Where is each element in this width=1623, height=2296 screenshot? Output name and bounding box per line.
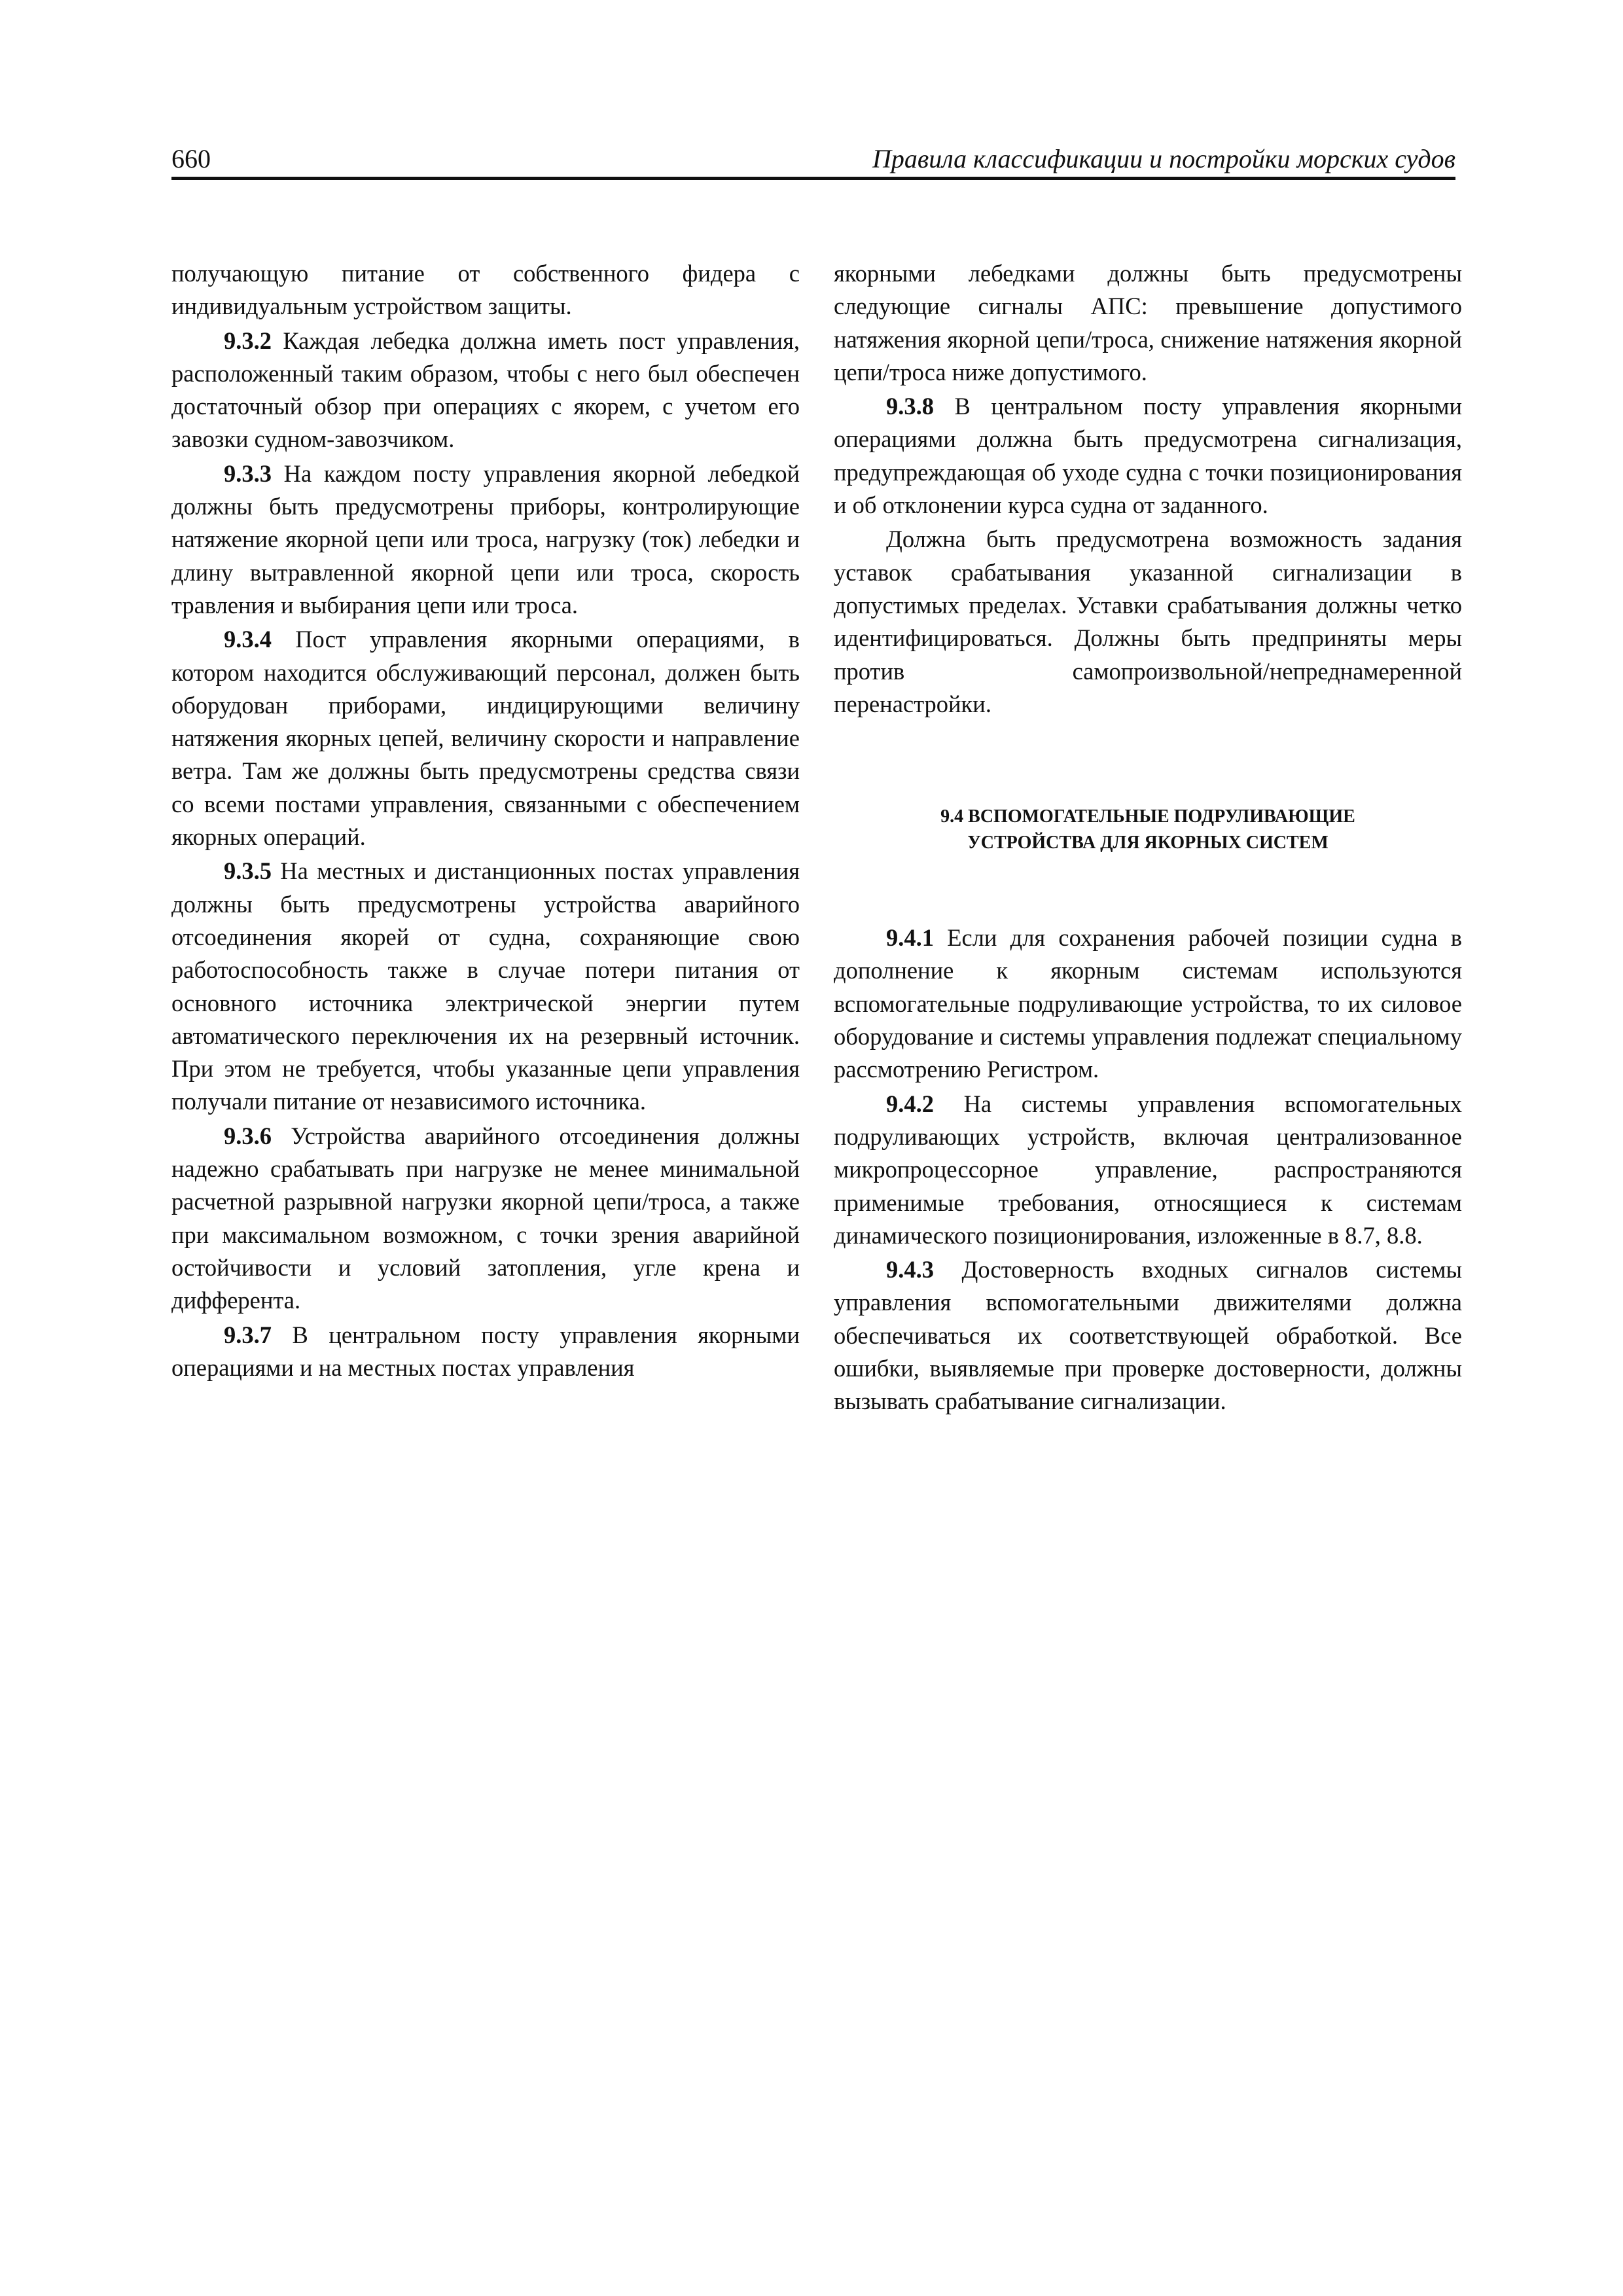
page-number: 660: [171, 144, 211, 173]
section-heading: [834, 804, 1462, 856]
clause-number: 9.4.1: [886, 924, 934, 952]
paragraph: [834, 1088, 1462, 1252]
paragraph-text: На системы управления вспомогательных подруливающих устройств, включая централизованное микропроцессорное управление, распространяются применимые требования, относящиеся к системам динамического позиционирования, изложенные в 8.7, 8.8.: [834, 1090, 1463, 1249]
clause-number: 9.3.4: [224, 626, 272, 653]
paragraph: [171, 855, 800, 1118]
paragraph: [834, 922, 1462, 1086]
clause-number: 9.3.3: [224, 459, 272, 487]
paragraph: [171, 1319, 800, 1385]
page-header: [171, 143, 1455, 181]
paragraph-text: Достоверность входных сигналов системы управления вспомогательными движителями должна обеспечиваться их соответствующей обработкой. Все ошибки, выявляемые при проверке достоверности, должны вызывать срабатывание сигнализации.: [834, 1256, 1462, 1415]
section-heading-line: 9.4 ВСПОМОГАТЕЛЬНЫЕ ПОДРУЛИВАЮЩИЕ: [940, 806, 1355, 827]
paragraph-text: Устройства аварийного отсоединения должны надежно срабатывать при нагрузке не менее минимальной расчетной разрывной нагрузки якорной цепи/троса, а также при максимальном возможном, с точки зрения аварийной остойчивости и условий затопления, угле крена и дифферента.: [171, 1122, 800, 1314]
left-column: [171, 257, 800, 1384]
paragraph: [171, 257, 800, 323]
clause-number: 9.3.7: [224, 1321, 272, 1348]
paragraph-text: Пост управления якорными операциями, в котором находится обслуживающий персонал, должен быть оборудован приборами, индицирующими величину натяжения якорных цепей, величину скорости и направление ветра. Там же должны быть предусмотрены средства связи со всеми постами управления, связанными с обеспечением якорных операций.: [171, 626, 800, 851]
paragraph: [834, 390, 1462, 522]
paragraph-text: В центральном посту управления якорными операциями должна быть предусмотрена сигнализация, предупреждающая об уходе судна с точки позиционирования и об отклонении курса судна от заданного.: [834, 393, 1463, 519]
clause-number: 9.4.3: [886, 1256, 934, 1283]
paragraph-text: якорными лебедками должны быть предусмотрены следующие сигналы АПС: превышение допустимого натяжения якорной цепи/троса, снижение натяжения якорной цепи/троса ниже допустимого.: [834, 260, 1462, 386]
paragraph: [171, 457, 800, 622]
clause-number: 9.4.2: [886, 1090, 934, 1117]
right-column: [834, 257, 1462, 1418]
paragraph-text: На местных и дистанционных постах управления должны быть предусмотрены устройства аварийного отсоединения якорей от судна, сохраняющие свою работоспособность также в случае потери питания от основного источника электрической энергии путем автоматического переключения их на резервный источник. При этом не требуется, чтобы указанные цепи управления получали питание от независимого источника.: [171, 857, 800, 1115]
header-rule: [171, 177, 1455, 180]
paragraph: [834, 257, 1462, 389]
paragraph-text: Если для сохранения рабочей позиции судна в дополнение к якорным системам используются вспомогательные подруливающие устройства, то их силовое оборудование и системы управления подлежат специальному рассмотрению Регистром.: [834, 924, 1463, 1083]
running-title: Правила классификации и постройки морских судов: [872, 144, 1455, 173]
paragraph: [171, 325, 800, 456]
section-heading-line: УСТРОЙСТВА ДЛЯ ЯКОРНЫХ СИСТЕМ: [967, 833, 1329, 853]
paragraph: [834, 523, 1462, 721]
paragraph-text: На каждом посту управления якорной лебедкой должны быть предусмотрены приборы, контролирующие натяжение якорной цепи или троса, нагрузку (ток) лебедки и длину вытравленной якорной цепи или троса, скорость травления и выбирания цепи или троса.: [171, 459, 800, 619]
paragraph-text: В центральном посту управления якорными операциями и на местных постах управления: [171, 1321, 800, 1381]
paragraph: [834, 1253, 1462, 1418]
clause-number: 9.3.8: [886, 393, 934, 420]
paragraph: [171, 1120, 800, 1318]
clause-number: 9.3.6: [224, 1122, 272, 1149]
clause-number: 9.3.5: [224, 857, 272, 885]
paragraph-text: Должна быть предусмотрена возможность задания уставок срабатывания указанной сигнализации в допустимых пределах. Уставки срабатывания должны четко идентифицироваться. Должны быть предприняты меры против самопроизвольной/непреднамеренной перенастройки.: [834, 526, 1462, 717]
paragraph-text: Каждая лебедка должна иметь пост управления, расположенный таким образом, чтобы с него был обеспечен достаточный обзор при операциях с якорем, с учетом его завозки судном-завозчиком.: [171, 327, 800, 453]
paragraph-text: получающую питание от собственного фидера с индивидуальным устройством защиты.: [171, 260, 800, 320]
paragraph: [171, 623, 800, 853]
clause-number: 9.3.2: [224, 327, 272, 354]
